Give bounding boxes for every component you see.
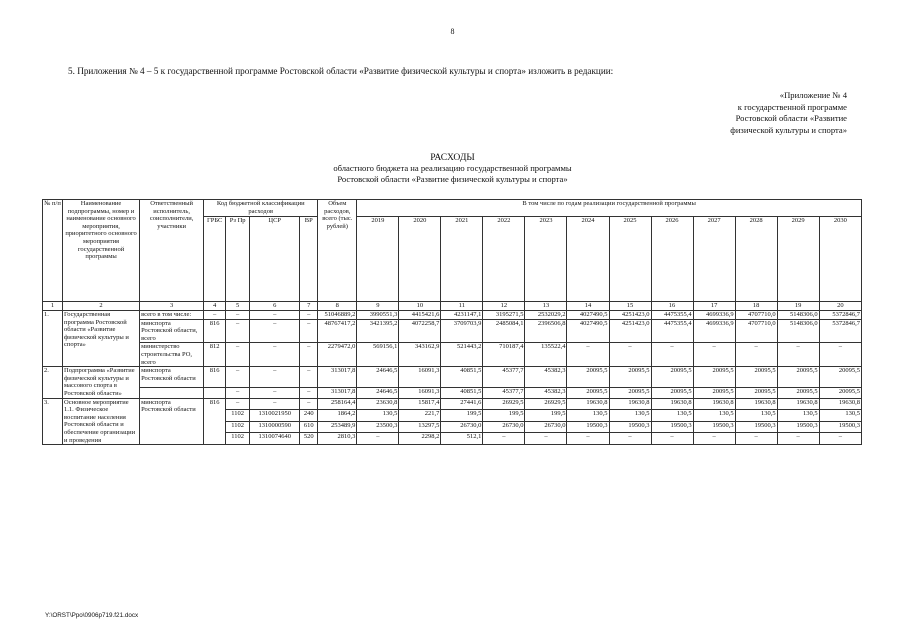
row-total: 51046889,2 — [318, 311, 357, 320]
row-year-value: 199,5 — [483, 410, 525, 422]
row-year-value: 26929,5 — [483, 398, 525, 410]
table-row — [43, 319, 862, 343]
table-row — [43, 367, 862, 387]
row-csr: 1310000590 — [250, 421, 300, 433]
row-year-value: 19630,8 — [651, 398, 693, 410]
appendix-line: «Приложение № 4 — [779, 90, 847, 100]
header-years-group: В том числе по годам реализации государственной программы — [357, 200, 862, 217]
row-year-value: 3195271,5 — [483, 311, 525, 320]
row-year-value: 20095,5 — [819, 387, 861, 398]
header-year: 2021 — [441, 217, 483, 302]
table-row — [43, 311, 862, 320]
header-year: 2020 — [399, 217, 441, 302]
row-year-value: 130,5 — [567, 410, 609, 422]
row-year-value: – — [735, 343, 777, 367]
header-code-group: Код бюджетной классификации расходов — [204, 200, 318, 217]
header-year: 2028 — [735, 217, 777, 302]
row-vr: 240 — [300, 410, 318, 422]
row-year-value: 45377,7 — [483, 387, 525, 398]
row-csr: – — [250, 343, 300, 367]
row-year-value: 4027490,5 — [567, 311, 609, 320]
row-year-value: – — [777, 343, 819, 367]
row-year-value: – — [735, 433, 777, 445]
row-csr: 1310074640 — [250, 433, 300, 445]
row-year-value: 19500,3 — [777, 421, 819, 433]
row-year-value: 4072258,7 — [399, 319, 441, 343]
column-number: 12 — [483, 302, 525, 311]
row-year-value: 20095,5 — [693, 367, 735, 387]
header-year: 2024 — [567, 217, 609, 302]
row-name: Государственная программа Ростовской области «Развитие физической культуры и спорта» — [63, 311, 140, 367]
row-year-value: 15817,4 — [399, 398, 441, 410]
row-year-value: 45377,7 — [483, 367, 525, 387]
row-csr: – — [250, 319, 300, 343]
row-responsible: минспорта Ростовской области — [140, 367, 204, 387]
row-year-value: 19630,8 — [693, 398, 735, 410]
header-name: Наименование подпрограммы, номер и наименование основного мероприятия, приоритетного основного мероприятия государственной программы — [63, 200, 140, 302]
column-number: 13 — [525, 302, 567, 311]
row-csr: – — [250, 387, 300, 398]
row-number: 3. — [43, 398, 63, 445]
column-number: 15 — [609, 302, 651, 311]
row-rzpr: – — [226, 343, 250, 367]
column-number: 11 — [441, 302, 483, 311]
row-year-value: 16091,3 — [399, 367, 441, 387]
column-number: 10 — [399, 302, 441, 311]
row-year-value: 23630,8 — [357, 398, 399, 410]
row-name: Основное мероприятие 1.1. Физическое воспитание населения Ростовской области и обеспечение организации и проведения — [63, 398, 140, 445]
row-csr: – — [250, 398, 300, 410]
row-grbs — [204, 387, 226, 398]
row-year-value: 130,5 — [693, 410, 735, 422]
row-year-value: 20095,5 — [651, 387, 693, 398]
row-grbs: 816 — [204, 367, 226, 387]
row-vr: – — [300, 367, 318, 387]
row-total: 1864,2 — [318, 410, 357, 422]
row-rzpr: 1102 — [226, 433, 250, 445]
row-year-value: 2485084,1 — [483, 319, 525, 343]
row-year-value: – — [651, 433, 693, 445]
row-responsible: минспорта Ростовской области, всего — [140, 319, 204, 343]
row-year-value: 135522,4 — [525, 343, 567, 367]
row-year-value: 2532029,2 — [525, 311, 567, 320]
row-year-value: 13297,5 — [399, 421, 441, 433]
row-year-value: 19630,8 — [777, 398, 819, 410]
row-grbs: 816 — [204, 398, 226, 445]
table-row — [43, 343, 862, 367]
header-csr: ЦСР — [250, 217, 300, 302]
row-rzpr: 1102 — [226, 410, 250, 422]
heading-line: Ростовской области «Развитие физической культуры и спорта» — [337, 174, 568, 184]
row-number: 2. — [43, 367, 63, 398]
row-vr: – — [300, 387, 318, 398]
row-year-value: – — [567, 343, 609, 367]
row-year-value: 20095,5 — [777, 367, 819, 387]
row-vr: – — [300, 343, 318, 367]
row-responsible: минспорта Ростовской области — [140, 398, 204, 445]
appendix-line: физической культуры и спорта» — [730, 124, 847, 135]
row-vr: – — [300, 398, 318, 410]
row-year-value: 5372846,7 — [819, 311, 861, 320]
column-number: 20 — [819, 302, 861, 311]
row-year-value: 4699336,9 — [693, 311, 735, 320]
header-volume: Объем расходов, всего (тыс. рублей) — [318, 200, 357, 302]
row-year-value: 4475355,4 — [651, 319, 693, 343]
row-responsible: всего в том числе: — [140, 311, 204, 320]
header-year: 2022 — [483, 217, 525, 302]
row-rzpr: 1102 — [226, 421, 250, 433]
row-year-value: 512,1 — [441, 433, 483, 445]
row-year-value: 19630,8 — [735, 398, 777, 410]
row-year-value: 19630,8 — [819, 398, 861, 410]
row-year-value: 3421395,2 — [357, 319, 399, 343]
row-total: 48767417,2 — [318, 319, 357, 343]
row-rzpr: – — [226, 398, 250, 410]
row-rzpr: – — [226, 387, 250, 398]
header-year: 2023 — [525, 217, 567, 302]
row-grbs: 812 — [204, 343, 226, 367]
row-year-value: 20095,5 — [777, 387, 819, 398]
column-number: 6 — [250, 302, 300, 311]
expenses-table — [42, 199, 862, 445]
row-vr: 610 — [300, 421, 318, 433]
row-year-value: – — [609, 433, 651, 445]
header-year: 2027 — [693, 217, 735, 302]
row-year-value: 24646,5 — [357, 387, 399, 398]
row-year-value: 4707710,0 — [735, 311, 777, 320]
row-total: 258164,4 — [318, 398, 357, 410]
appendix-line: к государственной программе — [737, 101, 847, 112]
column-number: 19 — [777, 302, 819, 311]
row-year-value: 710187,4 — [483, 343, 525, 367]
column-number: 5 — [226, 302, 250, 311]
row-year-value: 130,5 — [357, 410, 399, 422]
row-total: 313017,8 — [318, 367, 357, 387]
row-year-value: 19500,3 — [567, 421, 609, 433]
row-year-value: – — [819, 343, 861, 367]
row-rzpr: – — [226, 311, 250, 320]
row-year-value: – — [483, 433, 525, 445]
row-vr: 520 — [300, 433, 318, 445]
row-total: 2810,3 — [318, 433, 357, 445]
row-year-value: 199,5 — [441, 410, 483, 422]
row-year-value: 3990551,3 — [357, 311, 399, 320]
row-year-value: 20095,5 — [609, 387, 651, 398]
row-year-value: 3709703,9 — [441, 319, 483, 343]
column-number: 4 — [204, 302, 226, 311]
appendix-header — [657, 90, 847, 136]
row-year-value: 4251423,0 — [609, 319, 651, 343]
header-num: № п/п — [43, 200, 63, 302]
row-year-value: 130,5 — [777, 410, 819, 422]
row-year-value: 4699336,9 — [693, 319, 735, 343]
column-number: 18 — [735, 302, 777, 311]
column-number: 16 — [651, 302, 693, 311]
row-year-value: 20095,5 — [567, 367, 609, 387]
row-year-value: – — [693, 343, 735, 367]
row-rzpr: – — [226, 367, 250, 387]
row-year-value: 16091,3 — [399, 387, 441, 398]
header-vr: ВР — [300, 217, 318, 302]
header-year: 2019 — [357, 217, 399, 302]
row-year-value: 45382,3 — [525, 367, 567, 387]
row-responsible: министерство строительства РО, всего — [140, 343, 204, 367]
row-year-value: 130,5 — [651, 410, 693, 422]
row-year-value: – — [567, 433, 609, 445]
row-name: Подпрограмма «Развитие физической культуры и массового спорта в Ростовской области» — [63, 367, 140, 398]
heading-title: РАСХОДЫ — [430, 152, 475, 163]
row-vr: – — [300, 319, 318, 343]
row-year-value: – — [693, 433, 735, 445]
page-number: 8 — [450, 27, 455, 36]
row-year-value: 20095,5 — [819, 367, 861, 387]
row-grbs: 816 — [204, 319, 226, 343]
row-year-value: 521443,2 — [441, 343, 483, 367]
row-year-value: 19630,8 — [609, 398, 651, 410]
file-path-footer: Y:\ORST\Ppo\0906p719.f21.docx — [45, 612, 139, 619]
row-year-value: – — [819, 433, 861, 445]
row-year-value: 20095,5 — [567, 387, 609, 398]
row-year-value: 199,5 — [525, 410, 567, 422]
row-year-value: 569156,1 — [357, 343, 399, 367]
header-year: 2030 — [819, 217, 861, 302]
column-number: 8 — [318, 302, 357, 311]
row-year-value: 4475355,4 — [651, 311, 693, 320]
row-year-value: 20095,5 — [651, 367, 693, 387]
row-year-value: 20095,5 — [735, 387, 777, 398]
row-year-value: – — [525, 433, 567, 445]
row-year-value: – — [777, 433, 819, 445]
table-row — [43, 387, 862, 398]
row-year-value: – — [609, 343, 651, 367]
row-year-value: 5148306,0 — [777, 319, 819, 343]
row-year-value: 19500,3 — [693, 421, 735, 433]
row-year-value: 26730,0 — [525, 421, 567, 433]
row-year-value: 26929,5 — [525, 398, 567, 410]
row-year-value: 19500,3 — [609, 421, 651, 433]
row-year-value: 4231147,1 — [441, 311, 483, 320]
column-number: 3 — [140, 302, 204, 311]
row-year-value: 221,7 — [399, 410, 441, 422]
header-grbs: ГРБС — [204, 217, 226, 302]
column-number: 17 — [693, 302, 735, 311]
row-year-value: 19630,8 — [567, 398, 609, 410]
row-year-value: – — [651, 343, 693, 367]
row-year-value: 5148306,0 — [777, 311, 819, 320]
row-year-value: 20095,5 — [735, 367, 777, 387]
row-year-value: 4707710,0 — [735, 319, 777, 343]
row-year-value: 5372846,7 — [819, 319, 861, 343]
row-csr: 1310021950 — [250, 410, 300, 422]
row-year-value: 19500,3 — [651, 421, 693, 433]
row-rzpr: – — [226, 319, 250, 343]
row-csr: – — [250, 367, 300, 387]
header-year: 2029 — [777, 217, 819, 302]
row-year-value: 130,5 — [819, 410, 861, 422]
document-heading — [0, 152, 905, 185]
column-number: 2 — [63, 302, 140, 311]
row-year-value: 24646,5 — [357, 367, 399, 387]
row-year-value: 130,5 — [735, 410, 777, 422]
row-year-value: 4027490,5 — [567, 319, 609, 343]
intro-paragraph: 5. Приложения № 4 – 5 к государственной программе Ростовской области «Развитие физической культуры и спорта» изложить в редакции: — [68, 66, 614, 76]
column-number: 9 — [357, 302, 399, 311]
header-rzpr: Рз Пр — [226, 217, 250, 302]
row-total: 313017,8 — [318, 387, 357, 398]
row-year-value: 343162,9 — [399, 343, 441, 367]
appendix-line: Ростовской области «Развитие — [735, 113, 847, 123]
row-year-value: 2298,2 — [399, 433, 441, 445]
row-number: 1. — [43, 311, 63, 367]
row-vr: – — [300, 311, 318, 320]
row-responsible — [140, 387, 204, 398]
row-year-value: 23500,3 — [357, 421, 399, 433]
row-year-value: 27441,6 — [441, 398, 483, 410]
row-total: 253489,9 — [318, 421, 357, 433]
column-number: 1 — [43, 302, 63, 311]
row-year-value: 26730,0 — [483, 421, 525, 433]
header-year: 2025 — [609, 217, 651, 302]
row-year-value: 2396506,8 — [525, 319, 567, 343]
row-year-value: 26730,0 — [441, 421, 483, 433]
row-year-value: – — [357, 433, 399, 445]
column-number: 14 — [567, 302, 609, 311]
table-row — [43, 398, 862, 410]
row-year-value: 20095,5 — [609, 367, 651, 387]
row-grbs: – — [204, 311, 226, 320]
header-year: 2026 — [651, 217, 693, 302]
row-year-value: 40851,5 — [441, 387, 483, 398]
column-number: 7 — [300, 302, 318, 311]
row-year-value: 19500,3 — [819, 421, 861, 433]
row-year-value: 4415421,6 — [399, 311, 441, 320]
row-year-value: 20095,5 — [693, 387, 735, 398]
header-responsible: Ответственный исполнитель, соисполнители, участники — [140, 200, 204, 302]
row-csr: – — [250, 311, 300, 320]
row-year-value: 45382,3 — [525, 387, 567, 398]
row-year-value: 130,5 — [609, 410, 651, 422]
row-year-value: 19500,3 — [735, 421, 777, 433]
row-total: 2279472,0 — [318, 343, 357, 367]
row-year-value: 40851,5 — [441, 367, 483, 387]
row-year-value: 4251423,0 — [609, 311, 651, 320]
heading-line: областного бюджета на реализацию государственной программы — [333, 163, 572, 173]
